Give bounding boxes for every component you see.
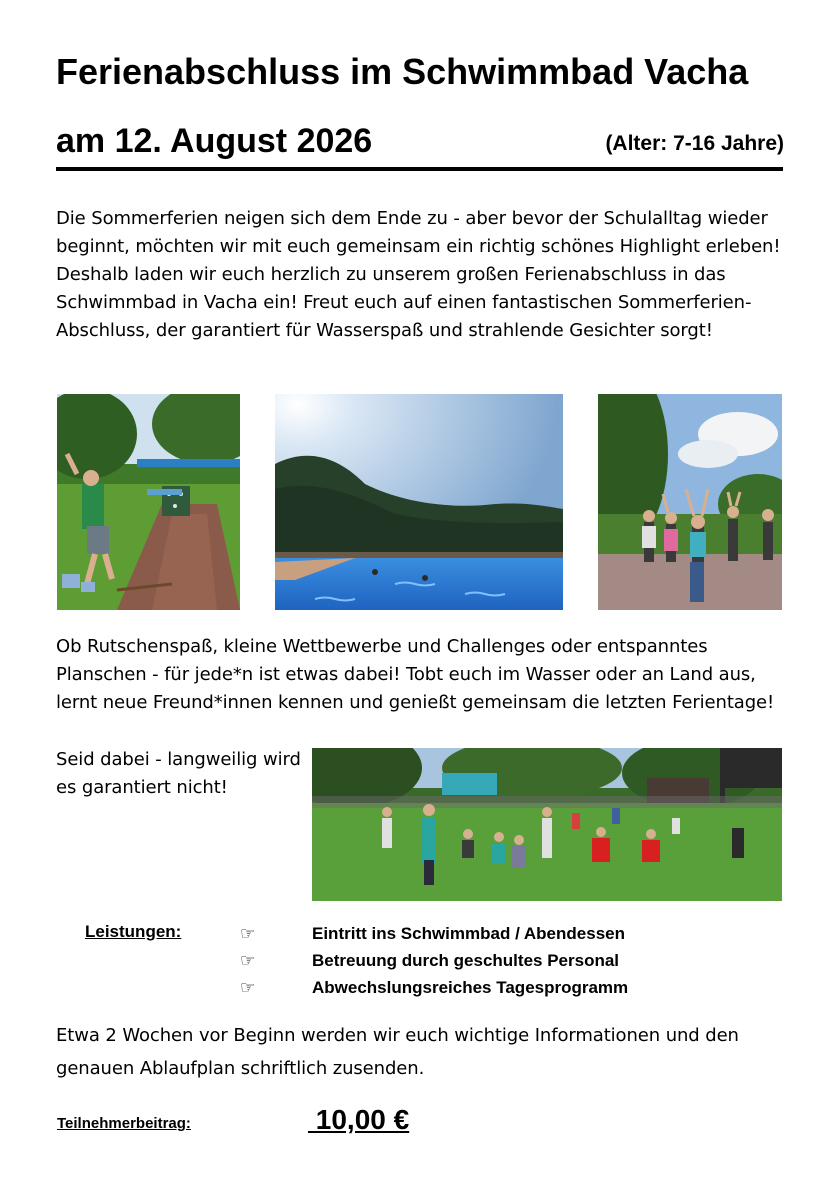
- photo-throwing-game-image: [57, 394, 240, 610]
- pointing-hand-icon: ☞: [240, 950, 256, 971]
- service-item: [240, 974, 760, 1001]
- intro-paragraph: Die Sommerferien neigen sich dem Ende zu - aber bevor der Schulalltag wieder beginnt, möchten wir mit euch gemeinsam ein richtig schönes Highlight erleben! Deshalb laden wir euch herzlich zu unserem großen Ferienabschluss in das Schwimmbad in Vacha ein! Freut euch auf einen fantastischen Sommerferien-Abschluss, der garantiert für Wasserspaß und strahlende Gesichter sorgt!: [56, 208, 781, 341]
- age-range: (Alter: 7-16 Jahre): [605, 132, 784, 155]
- photo-group-exercise-image: [598, 394, 782, 610]
- service-item: [240, 947, 760, 974]
- closing-paragraph: Etwa 2 Wochen vor Beginn werden wir euch wichtige Informationen und den genauen Ablaufplan schriftlich zusenden.: [56, 1025, 739, 1079]
- event-date: am 12. August 2026: [56, 122, 373, 160]
- photo-lawn-group-game: [312, 748, 782, 901]
- service-item: [240, 920, 760, 947]
- photo-swimming-pool: [275, 394, 563, 610]
- pointing-hand-icon: ☞: [240, 923, 256, 944]
- page-title: Ferienabschluss im Schwimmbad Vacha: [56, 51, 749, 92]
- photo-group-exercise: [598, 394, 782, 610]
- service-item-text: Betreuung durch geschultes Personal: [312, 950, 620, 970]
- activities-paragraph: Ob Rutschenspaß, kleine Wettbewerbe und Challenges oder entspanntes Planschen - für jede*n ist etwas dabei! Tobt euch im Wasser oder an Land aus, lernt neue Freund*innen kennen und genießt gemeinsam die letzten Ferientage!: [56, 636, 775, 713]
- pointing-hand-icon: ☞: [240, 977, 256, 998]
- photo-throwing-game: [57, 394, 240, 610]
- photo-swimming-pool-image: [275, 394, 563, 610]
- services-list: [240, 920, 760, 1001]
- services-label: Leistungen:: [85, 922, 182, 941]
- photo-lawn-group-game-image: [312, 748, 782, 901]
- join-paragraph: Seid dabei - langweilig wird es garantiert nicht!: [56, 749, 301, 798]
- service-item-text: Abwechslungsreiches Tagesprogramm: [312, 977, 629, 997]
- header-rule: [56, 167, 783, 171]
- fee-value: 10,00 €: [308, 1104, 410, 1135]
- fee-label: Teilnehmerbeitrag:: [57, 1115, 191, 1132]
- service-item-text: Eintritt ins Schwimmbad / Abendessen: [312, 923, 625, 943]
